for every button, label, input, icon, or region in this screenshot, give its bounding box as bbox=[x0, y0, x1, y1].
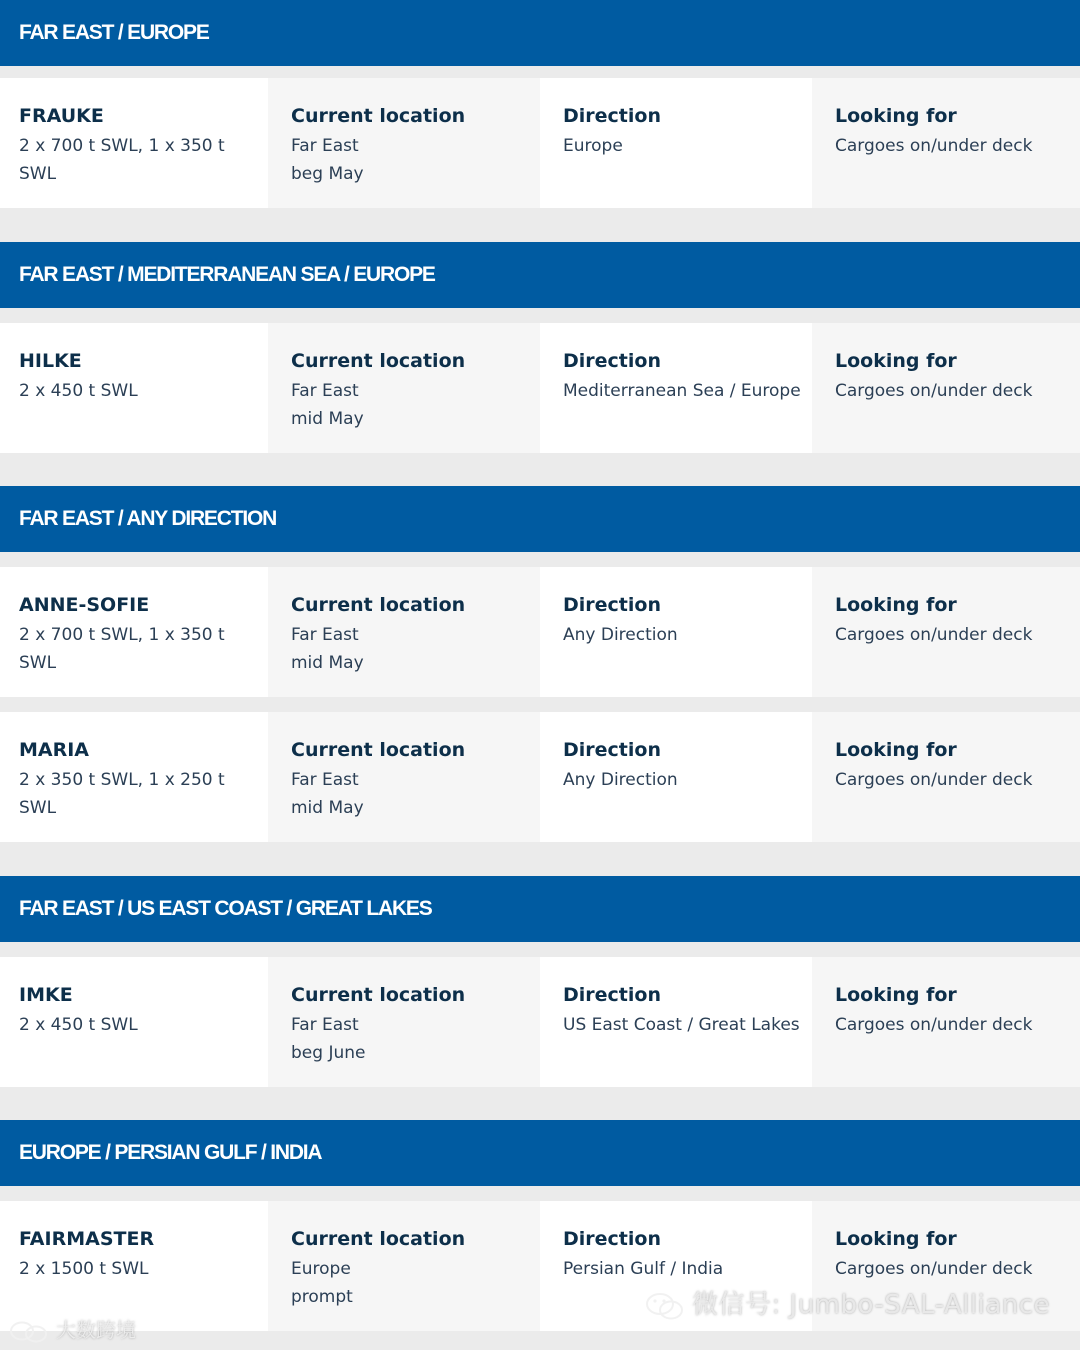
vessel-spec: 2 x 1500 t SWL bbox=[19, 1259, 149, 1279]
current-location-label: Current location bbox=[291, 594, 466, 616]
looking-for-value: Cargoes on/under deck bbox=[835, 136, 1033, 156]
vessel-spec: 2 x 700 t SWL, 1 x 350 t SWL bbox=[19, 136, 225, 184]
timing-value: mid May bbox=[291, 798, 364, 818]
direction-label: Direction bbox=[563, 594, 661, 616]
current-location-value: Far East bbox=[291, 1015, 359, 1035]
vessel-name-cell bbox=[0, 712, 268, 842]
current-location-label: Current location bbox=[291, 1228, 466, 1250]
current-location-value: Far East bbox=[291, 381, 359, 401]
direction-value: Mediterranean Sea / Europe bbox=[563, 381, 801, 401]
looking-for-value: Cargoes on/under deck bbox=[835, 381, 1033, 401]
direction-cell bbox=[540, 78, 812, 208]
section-heading: FAR EAST / US EAST COAST / GREAT LAKES bbox=[19, 897, 432, 920]
vessel-name-cell bbox=[0, 78, 268, 208]
looking-for-value: Cargoes on/under deck bbox=[835, 625, 1033, 645]
current-location-cell bbox=[268, 1201, 540, 1331]
direction-label: Direction bbox=[563, 350, 661, 372]
looking-for-cell bbox=[812, 567, 1080, 697]
direction-cell bbox=[540, 567, 812, 697]
vessel-row bbox=[0, 78, 1080, 208]
looking-for-label: Looking for bbox=[835, 739, 957, 761]
looking-for-value: Cargoes on/under deck bbox=[835, 1015, 1033, 1035]
wechat-icon bbox=[644, 1291, 686, 1321]
timing-value: mid May bbox=[291, 653, 364, 673]
looking-for-value: Cargoes on/under deck bbox=[835, 770, 1033, 790]
corner-watermark bbox=[8, 1314, 136, 1345]
looking-for-cell bbox=[812, 957, 1080, 1087]
current-location-value: Europe bbox=[291, 1259, 351, 1279]
vessel-name: IMKE bbox=[19, 984, 73, 1006]
direction-cell bbox=[540, 712, 812, 842]
section-header-far-east-med-europe bbox=[0, 242, 1080, 308]
section-header-far-east-us-east-coast bbox=[0, 876, 1080, 942]
looking-for-label: Looking for bbox=[835, 594, 957, 616]
current-location-cell bbox=[268, 712, 540, 842]
vessel-name-cell bbox=[0, 1201, 268, 1331]
section-header-europe-persian-gulf-india bbox=[0, 1120, 1080, 1186]
current-location-cell bbox=[268, 567, 540, 697]
current-location-value: Far East bbox=[291, 136, 359, 156]
direction-label: Direction bbox=[563, 739, 661, 761]
direction-value: Any Direction bbox=[563, 770, 678, 790]
current-location-label: Current location bbox=[291, 739, 466, 761]
vessel-spec: 2 x 700 t SWL, 1 x 350 t SWL bbox=[19, 625, 225, 673]
section-heading: FAR EAST / ANY DIRECTION bbox=[19, 507, 277, 530]
vessel-name: ANNE-SOFIE bbox=[19, 594, 150, 616]
vessel-spec: 2 x 450 t SWL bbox=[19, 1015, 138, 1035]
looking-for-value: Cargoes on/under deck bbox=[835, 1259, 1033, 1279]
vessel-name: HILKE bbox=[19, 350, 82, 372]
vessel-name: FRAUKE bbox=[19, 105, 104, 127]
section-header-far-east-europe bbox=[0, 0, 1080, 66]
timing-value: beg June bbox=[291, 1043, 366, 1063]
direction-value: US East Coast / Great Lakes bbox=[563, 1015, 800, 1035]
timing-value: mid May bbox=[291, 409, 364, 429]
current-location-label: Current location bbox=[291, 984, 466, 1006]
current-location-cell bbox=[268, 323, 540, 453]
wechat-icon bbox=[8, 1319, 52, 1345]
vessel-row bbox=[0, 957, 1080, 1087]
wechat-watermark-text: 微信号: Jumbo-SAL-Alliance bbox=[692, 1290, 1051, 1320]
current-location-cell bbox=[268, 78, 540, 208]
timing-value: beg May bbox=[291, 164, 364, 184]
current-location-label: Current location bbox=[291, 350, 466, 372]
current-location-value: Far East bbox=[291, 625, 359, 645]
vessel-row bbox=[0, 567, 1080, 697]
vessel-name-cell bbox=[0, 323, 268, 453]
current-location-label: Current location bbox=[291, 105, 466, 127]
direction-value: Any Direction bbox=[563, 625, 678, 645]
wechat-watermark bbox=[644, 1284, 1050, 1321]
looking-for-label: Looking for bbox=[835, 105, 957, 127]
section-heading: FAR EAST / EUROPE bbox=[19, 21, 209, 44]
looking-for-cell bbox=[812, 712, 1080, 842]
looking-for-label: Looking for bbox=[835, 1228, 957, 1250]
vessel-row bbox=[0, 712, 1080, 842]
looking-for-cell bbox=[812, 78, 1080, 208]
vessel-spec: 2 x 350 t SWL, 1 x 250 t SWL bbox=[19, 770, 225, 818]
current-location-cell bbox=[268, 957, 540, 1087]
section-heading: EUROPE / PERSIAN GULF / INDIA bbox=[19, 1141, 322, 1164]
vessel-name: FAIRMASTER bbox=[19, 1228, 155, 1250]
current-location-value: Far East bbox=[291, 770, 359, 790]
timing-value: prompt bbox=[291, 1287, 353, 1307]
looking-for-label: Looking for bbox=[835, 350, 957, 372]
direction-label: Direction bbox=[563, 1228, 661, 1250]
vessel-name-cell bbox=[0, 957, 268, 1087]
direction-value: Persian Gulf / India bbox=[563, 1259, 724, 1279]
section-heading: FAR EAST / MEDITERRANEAN SEA / EUROPE bbox=[19, 263, 435, 286]
section-header-far-east-any-direction bbox=[0, 486, 1080, 552]
vessel-name: MARIA bbox=[19, 739, 90, 761]
looking-for-label: Looking for bbox=[835, 984, 957, 1006]
direction-cell bbox=[540, 957, 812, 1087]
vessel-row bbox=[0, 323, 1080, 453]
vessel-spec: 2 x 450 t SWL bbox=[19, 381, 138, 401]
corner-watermark-text: 大数跨境 bbox=[56, 1318, 136, 1342]
direction-cell bbox=[540, 323, 812, 453]
vessel-name-cell bbox=[0, 567, 268, 697]
looking-for-cell bbox=[812, 323, 1080, 453]
direction-label: Direction bbox=[563, 105, 661, 127]
direction-value: Europe bbox=[563, 136, 623, 156]
direction-label: Direction bbox=[563, 984, 661, 1006]
